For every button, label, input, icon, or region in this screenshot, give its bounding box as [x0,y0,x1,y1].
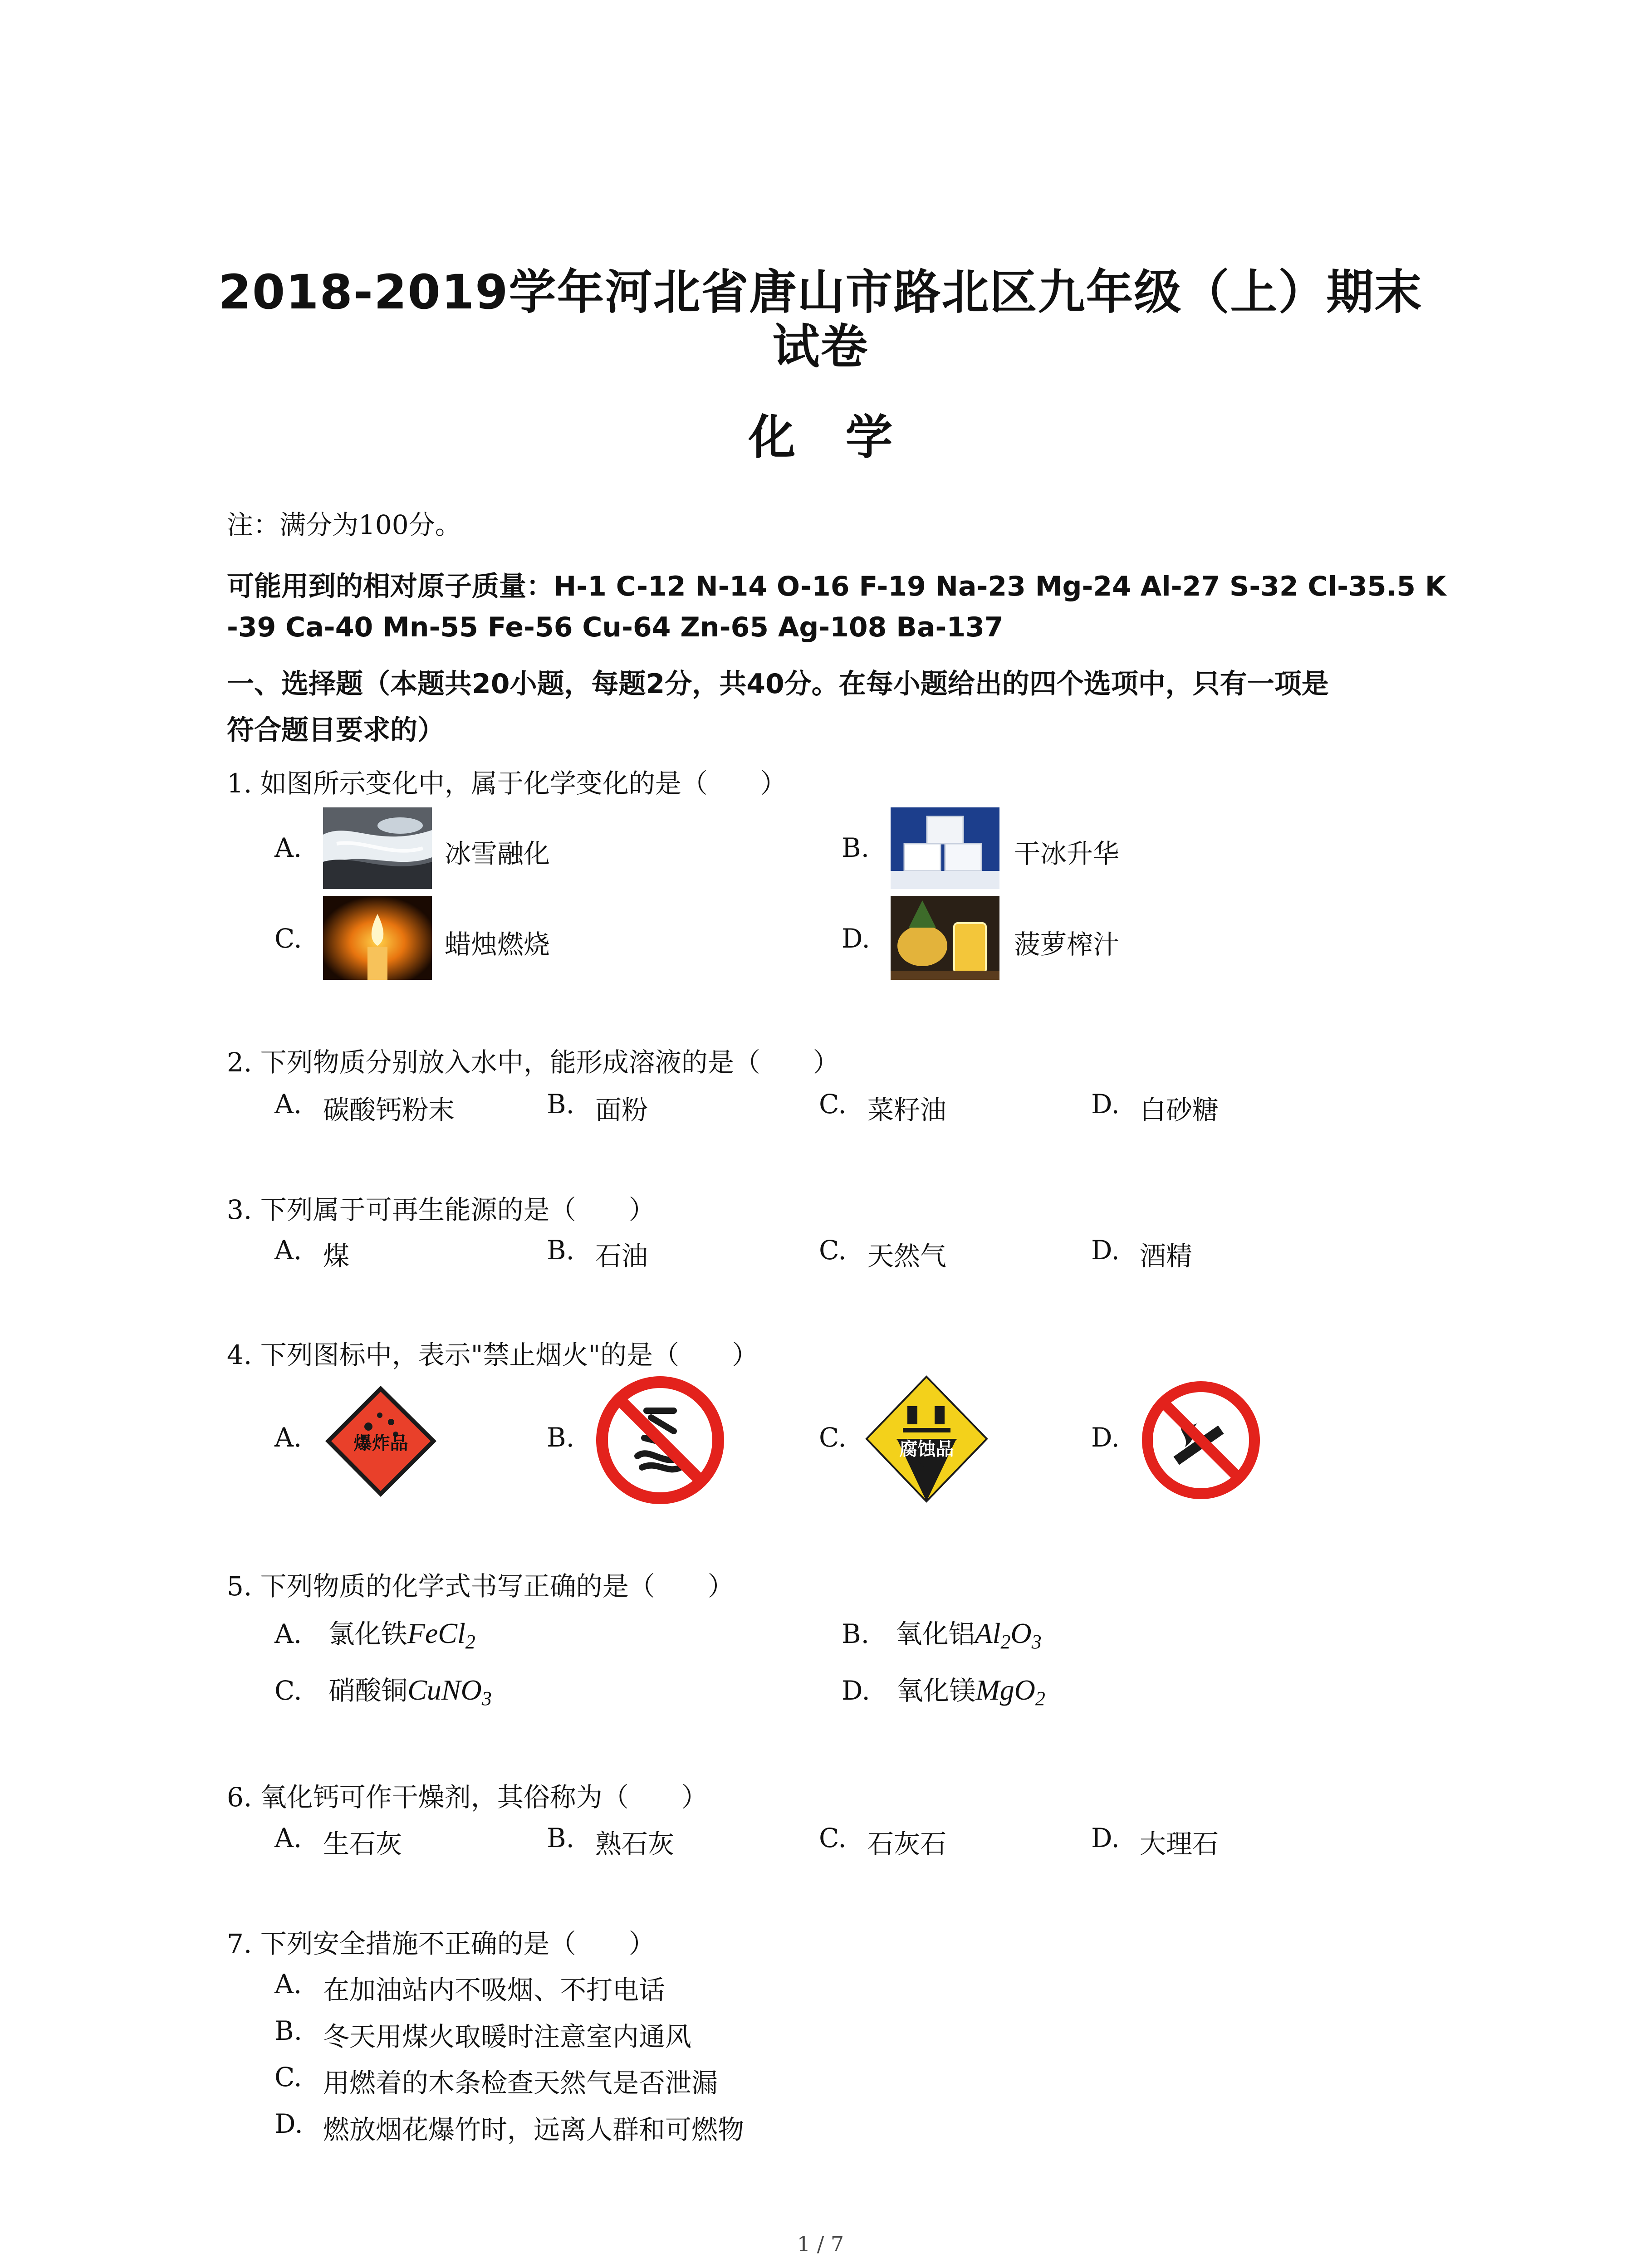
q2-option-b-letter: B. [547,1089,575,1119]
q4-option-b-letter: B. [547,1422,575,1453]
q1-option-c-text: 蜡烛燃烧 [445,929,550,960]
corrosive-sign-label: 腐蚀品 [899,1439,954,1460]
q6-option-a-text: 生石灰 [323,1828,402,1859]
question-3-stem: 3. 下列属于可再生能源的是（ ） [227,1194,655,1225]
q6-option-b-letter: B. [547,1823,575,1853]
score-note: 注：满分为100分。 [227,509,461,540]
q3-option-a-letter: A. [274,1235,302,1266]
atomic-mass-line1: 可能用到的相对原子质量：H-1 C-12 N-14 O-16 F-19 Na-23 Mg-24 Al-27 S-32 Cl-35.5 K [227,571,1446,602]
q7-option-a-letter: A. [274,1969,302,1999]
q7-option-b-letter: B. [274,2015,303,2046]
q5-option-c-text: 硝酸铜 [328,1675,408,1706]
q5-option-d [842,1669,1045,1710]
q5-option-d-formula: MgO$_2$ [975,1674,1045,1710]
q2-option-d-text: 白砂糖 [1140,1095,1219,1125]
q5-option-c-formula: CuNO$_3$ [407,1674,492,1710]
candle-flame-photo [323,896,432,980]
q3-option-b-text: 石油 [595,1241,648,1271]
q3-option-a-text: 煤 [323,1241,350,1271]
question-2-stem: 2. 下列物质分别放入水中，能形成溶液的是（ ） [227,1047,839,1078]
no-open-flame-sign-icon [594,1374,726,1506]
q5-option-c [274,1669,492,1710]
page-number: 1 / 7 [797,2232,844,2256]
pineapple-juice-photo [891,896,999,980]
question-5-stem: 5. 下列物质的化学式书写正确的是（ ） [227,1571,734,1602]
q4-option-c-letter: C. [819,1422,847,1453]
q5-option-a [274,1613,475,1651]
q1-option-a-text: 冰雪融化 [445,838,550,869]
subject-char-a: 化 [748,410,796,465]
question-4-stem: 4. 下列图标中，表示"禁止烟火"的是（ ） [227,1339,759,1370]
question-1-stem: 1. 如图所示变化中，属于化学变化的是（ ） [227,768,787,799]
q6-option-c-letter: C. [819,1823,847,1853]
ice-cubes-photo [891,807,999,889]
page-title-line1: 2018-2019学年河北省唐山市路北区九年级（上）期末 [218,264,1423,320]
q1-option-a-letter: A. [274,832,302,863]
q3-option-c-text: 天然气 [867,1241,947,1271]
q5-option-a-letter: A. [274,1618,302,1649]
q2-option-c-letter: C. [819,1089,847,1119]
q1-option-c-letter: C. [274,923,302,954]
q6-option-a-letter: A. [274,1823,302,1853]
q6-option-b-text: 熟石灰 [595,1828,675,1859]
q1-option-b-letter: B. [842,832,870,863]
q5-option-a-formula: FeCl$_2$ [407,1617,475,1653]
no-smoking-sign-icon [1140,1379,1262,1501]
q1-option-d-text: 菠萝榨汁 [1014,929,1120,960]
q5-option-a-text: 氯化铁 [328,1618,407,1649]
q7-option-b-text: 冬天用煤火取暖时注意室内通风 [323,2021,692,2052]
q5-option-d-letter: D. [842,1675,870,1706]
q7-option-d-letter: D. [274,2108,303,2139]
q2-option-a-text: 碳酸钙粉末 [323,1095,455,1125]
q6-option-d-text: 大理石 [1140,1828,1219,1859]
q3-option-d-letter: D. [1091,1235,1120,1266]
q7-option-c-letter: C. [274,2062,302,2092]
subject-heading [0,399,1641,467]
explosive-sign-label: 爆炸品 [353,1433,408,1454]
q5-option-c-letter: C. [274,1675,302,1706]
q5-option-b-letter: B. [842,1618,870,1649]
page-title-line2: 试卷 [772,319,869,374]
q3-option-d-text: 酒精 [1140,1241,1193,1271]
q5-option-b-formula: $Al_2O_3$ [975,1617,1042,1653]
q1-option-d-letter: D. [842,923,870,954]
q6-option-d-letter: D. [1091,1823,1120,1853]
q5-option-b-text: 氧化铝 [896,1618,975,1649]
q2-option-c-text: 菜籽油 [867,1095,947,1125]
q1-option-b-text: 干冰升华 [1014,838,1120,869]
q4-option-a-letter: A. [274,1422,302,1453]
section-heading-line2: 符合题目要求的） [227,714,445,746]
q6-option-c-text: 石灰石 [867,1828,947,1859]
subject-char-b: 学 [845,410,893,465]
q5-option-d-text: 氧化镁 [896,1675,976,1706]
q2-option-a-letter: A. [274,1089,302,1119]
atomic-mass-line2: -39 Ca-40 Mn-55 Fe-56 Cu-64 Zn-65 Ag-108 Ba-137 [227,611,1004,643]
q2-option-b-text: 面粉 [595,1095,648,1125]
q2-option-d-letter: D. [1091,1089,1120,1119]
q7-option-a-text: 在加油站内不吸烟、不打电话 [323,1975,666,2005]
question-6-stem: 6. 氧化钙可作干燥剂，其俗称为（ ） [227,1782,708,1813]
q4-option-d-letter: D. [1091,1422,1120,1453]
q5-option-b [842,1613,1042,1651]
question-7-stem: 7. 下列安全措施不正确的是（ ） [227,1928,655,1959]
q7-option-c-text: 用燃着的木条检查天然气是否泄漏 [323,2068,718,2098]
section-heading-line1: 一、选择题（本题共20小题，每题2分，共40分。在每小题给出的四个选项中，只有一项是 [227,668,1329,700]
q3-option-c-letter: C. [819,1235,847,1266]
icy-stream-photo [323,807,432,889]
q7-option-d-text: 燃放烟花爆竹时，远离人群和可燃物 [323,2114,745,2145]
q3-option-b-letter: B. [547,1235,575,1266]
